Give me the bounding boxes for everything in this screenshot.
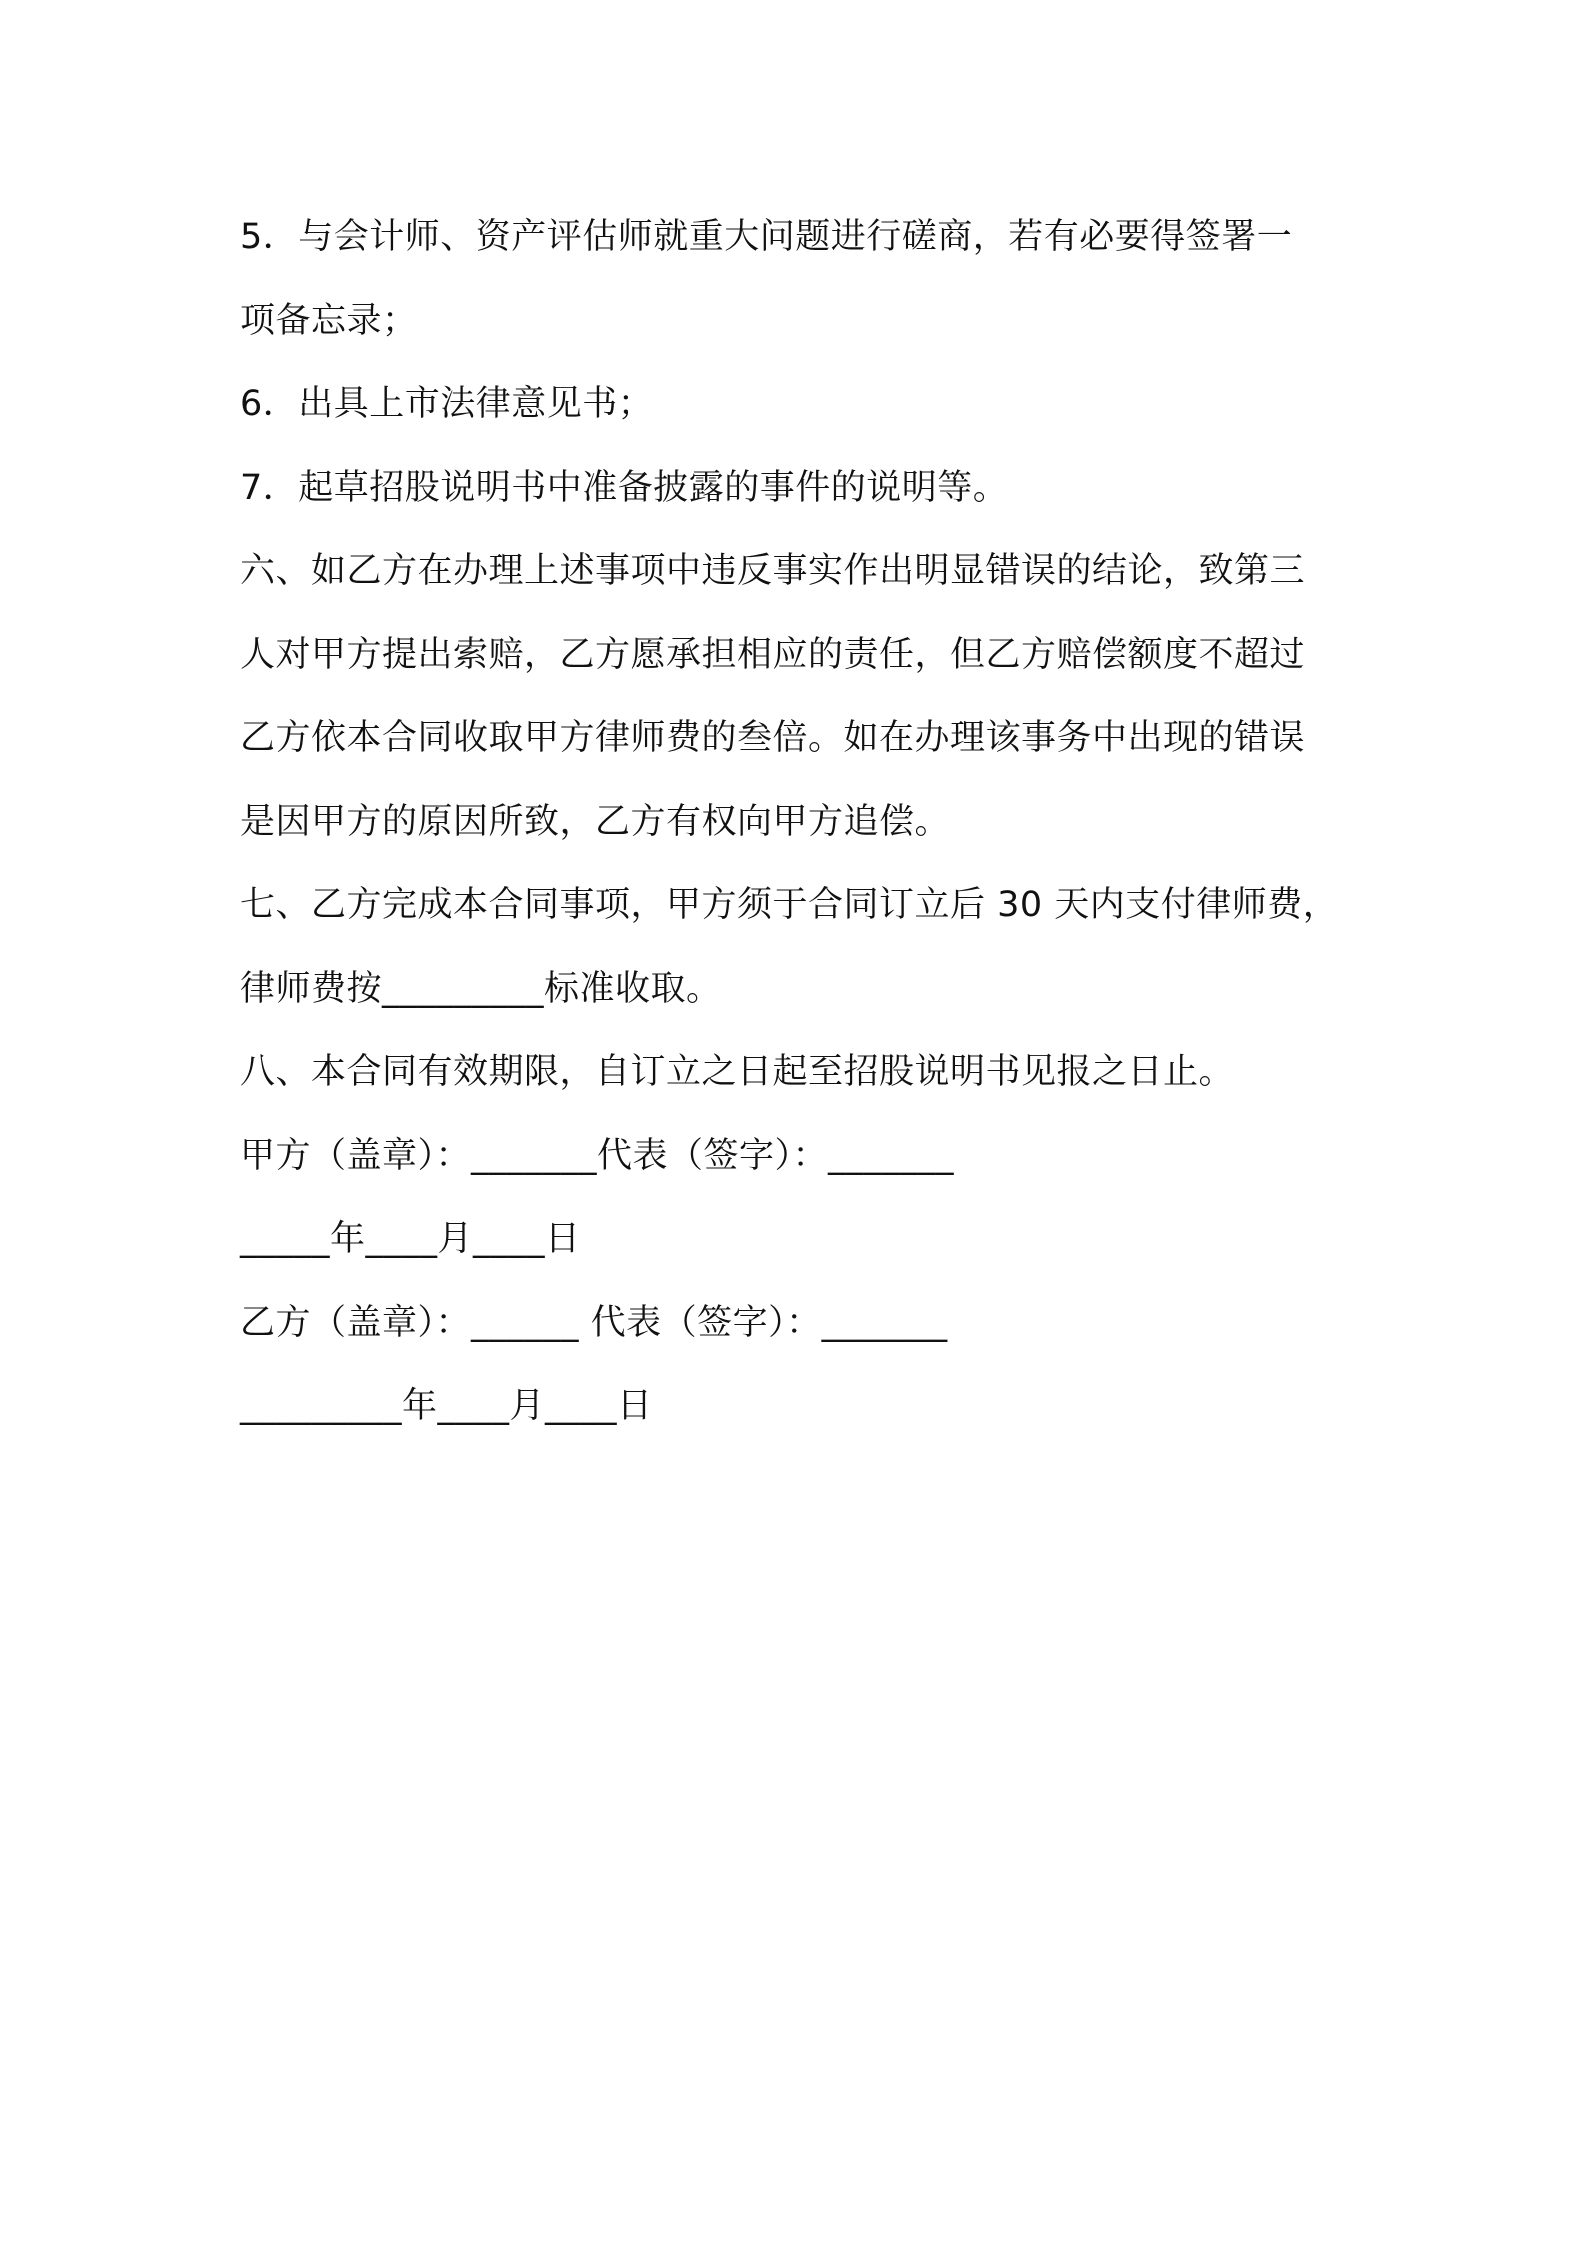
section-6-line-2: 人对甲方提出索赔，乙方愿承担相应的责任，但乙方赔偿额度不超过	[240, 634, 1306, 675]
section-6-line-4: 是因甲方的原因所致，乙方有权向甲方追偿。	[240, 801, 951, 842]
contract-body	[240, 196, 1380, 1449]
party-a-signature-line: 甲方（盖章）：_______代表（签字）：_______	[240, 1135, 955, 1176]
clause-6: 6．出具上市法律意见书；	[240, 384, 654, 424]
section-6-line-1: 六、如乙方在办理上述事项中违反事实作出明显错误的结论，致第三	[240, 551, 1306, 591]
clause-5-line-2: 项备忘录；	[240, 300, 418, 341]
section-6-line-3: 乙方依本合同收取甲方律师费的叁倍。如在办理该事务中出现的错误	[240, 718, 1306, 758]
party-b-date-line: _________年____月____日	[240, 1386, 653, 1426]
section-7-line-1: 七、乙方完成本合同事项，甲方须于合同订立后 30 天内支付律师费，	[240, 885, 1339, 925]
section-7-line-2: 律师费按_________标准收取。	[240, 968, 722, 1009]
clause-7: 7．起草招股说明书中准备披露的事件的说明等。	[240, 467, 1009, 508]
clause-5-line-1: 5．与会计师、资产评估师就重大问题进行磋商，若有必要得签署一	[240, 217, 1293, 257]
party-a-date-line: _____年____月____日	[240, 1219, 581, 1259]
section-8: 八、本合同有效期限，自订立之日起至招股说明书见报之日止。	[240, 1052, 1235, 1092]
party-b-signature-line: 乙方（盖章）：______ 代表（签字）：_______	[240, 1302, 948, 1343]
